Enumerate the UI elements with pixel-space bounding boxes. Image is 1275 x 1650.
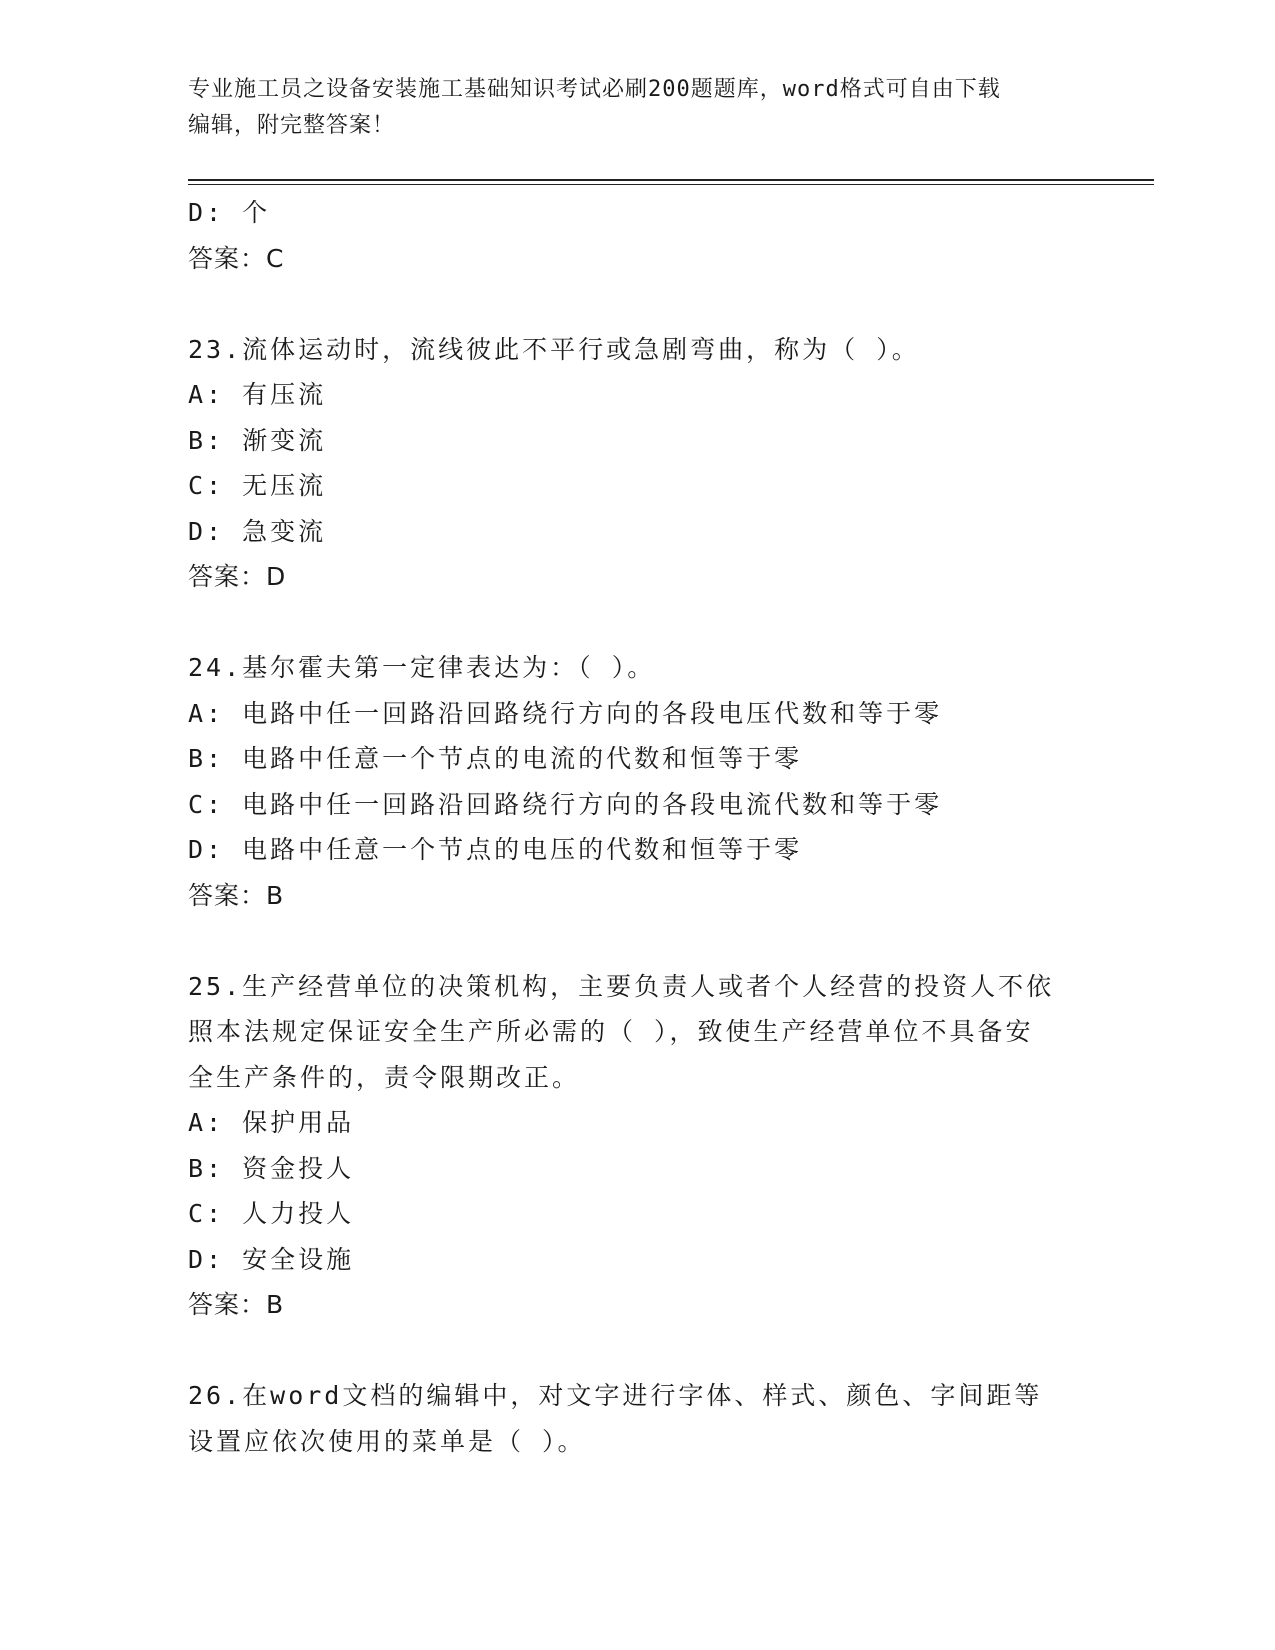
option-c: C: 人力投人 (188, 1199, 355, 1228)
option-d: D: 急变流 (188, 516, 327, 546)
option-c: C: 电路中任一回路沿回路绕行方向的各段电流代数和等于零 (188, 789, 943, 819)
option-a: A: 有压流 (188, 380, 327, 409)
document-header (188, 72, 1088, 144)
header-title-line-2: 编辑，附完整答案！ (188, 113, 396, 138)
question-stem-line-3: 全生产条件的，责令限期改正。 (188, 1062, 581, 1092)
question-stem-line-1: 25.生产经营单位的决策机构，主要负责人或者个人经营的投资人不依 (188, 971, 1055, 1001)
header-title-line-1: 专业施工员之设备安装施工基础知识考试必刷200题题库，word格式可自由下载 (188, 77, 1001, 102)
spacer (188, 1328, 1088, 1374)
option-b: B: 电路中任意一个节点的电流的代数和恒等于零 (188, 744, 803, 773)
answer-line: 答案：D (188, 562, 287, 591)
header-divider (188, 179, 1154, 181)
header-divider-thin (188, 184, 1154, 185)
option-d: D: 电路中任意一个节点的电压的代数和恒等于零 (188, 835, 803, 864)
question-stem-line-2: 照本法规定保证安全生产所必需的（ ），致使生产经营单位不具备安 (188, 1017, 1034, 1046)
spacer (188, 600, 1088, 646)
spacer (188, 918, 1088, 964)
question-stem-line-2: 设置应依次使用的菜单是（ ）。 (188, 1426, 586, 1456)
option-c: C: 无压流 (188, 471, 327, 500)
option-d: D: 安全设施 (188, 1244, 355, 1274)
option-b: B: 资金投人 (188, 1153, 355, 1183)
answer-line: 答案：B (188, 1290, 285, 1319)
question-stem-line-1: 26.在word文档的编辑中，对文字进行字体、样式、颜色、字间距等 (188, 1381, 1043, 1410)
question-24 (188, 645, 1088, 918)
option-a: A: 保护用品 (188, 1108, 355, 1137)
document-body (188, 190, 1088, 1464)
option-b: B: 渐变流 (188, 425, 327, 455)
option-d: D: 个 (188, 198, 271, 227)
spacer (188, 281, 1088, 327)
question-25 (188, 964, 1088, 1328)
question-stem: 24.基尔霍夫第一定律表达为：（ ）。 (188, 653, 656, 682)
question-stem: 23.流体运动时，流线彼此不平行或急剧弯曲，称为（ ）。 (188, 334, 920, 364)
answer-line: 答案：C (188, 243, 285, 273)
question-23 (188, 327, 1088, 600)
answer-line: 答案：B (188, 880, 285, 910)
question-26 (188, 1373, 1088, 1464)
option-a: A: 电路中任一回路沿回路绕行方向的各段电压代数和等于零 (188, 698, 943, 728)
